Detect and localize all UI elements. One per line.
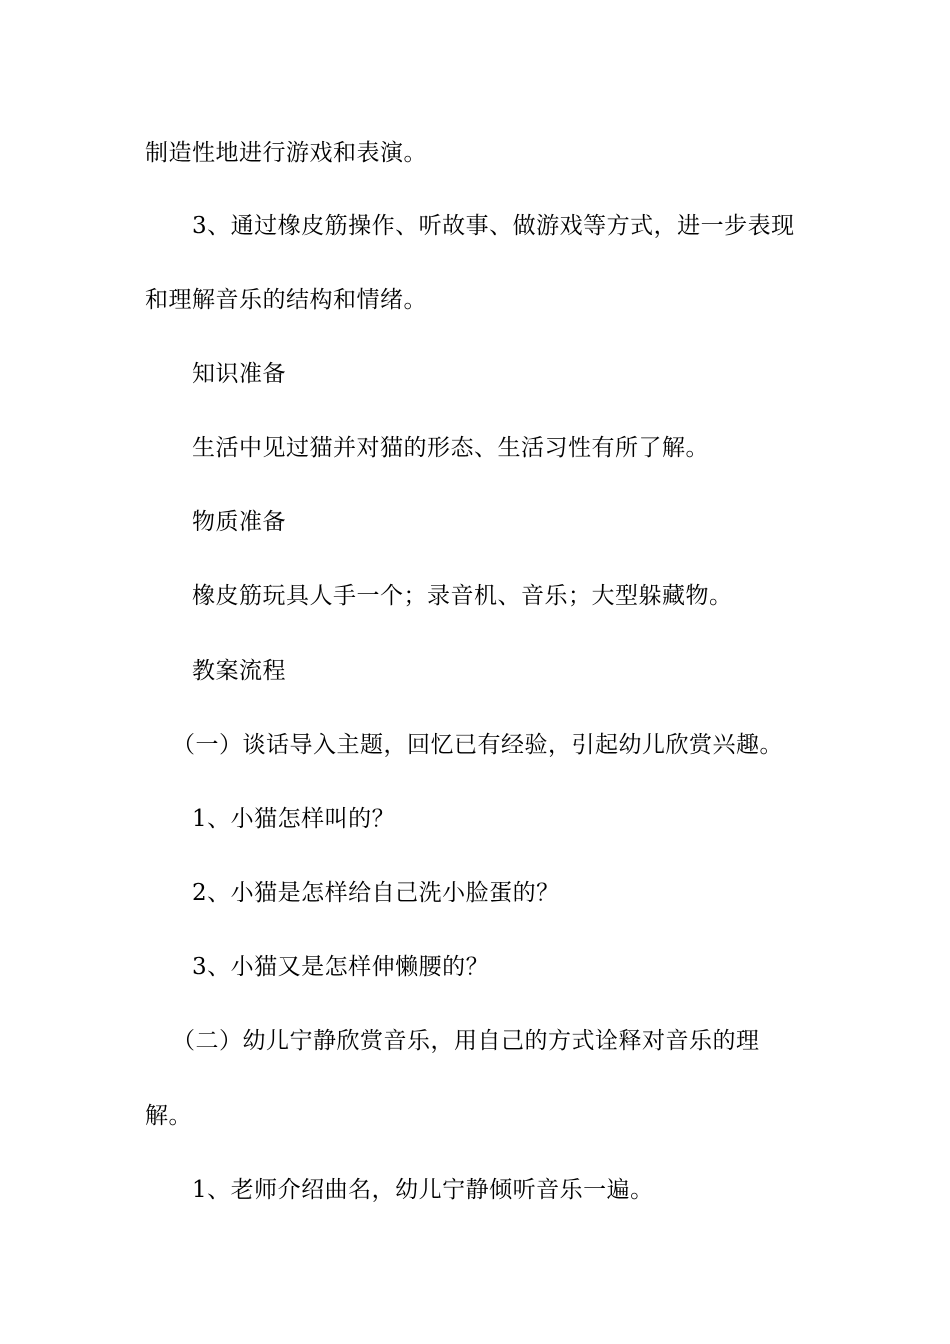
text-line-goal-3: 3、通过橡皮筋操作、听故事、做游戏等方式，进一步表现 xyxy=(192,213,795,239)
text-line-step-1: （一）谈话导入主题，回忆已有经验，引起幼儿欣赏兴趣。 xyxy=(172,732,783,758)
text-line-question-3: 3、小猫又是怎样伸懒腰的？ xyxy=(192,954,490,980)
heading-lesson-process: 教案流程 xyxy=(192,658,286,684)
heading-knowledge-preparation: 知识准备 xyxy=(192,361,286,387)
text-line-knowledge: 生活中见过猫并对猫的形态、生活习性有所了解。 xyxy=(192,435,709,461)
text-line-step-2: （二）幼儿宁静欣赏音乐，用自己的方式诠释对音乐的理 xyxy=(172,1028,760,1054)
heading-material-preparation: 物质准备 xyxy=(192,509,286,535)
text-line-question-1: 1、小猫怎样叫的？ xyxy=(192,806,396,832)
text-line-materials: 橡皮筋玩具人手一个；录音机、音乐；大型躲藏物。 xyxy=(192,583,733,609)
text-line-goal-3-continuation: 和理解音乐的结构和情绪。 xyxy=(145,287,427,313)
text-line-continuation: 制造性地进行游戏和表演。 xyxy=(145,140,427,166)
text-line-question-2: 2、小猫是怎样给自己洗小脸蛋的？ xyxy=(192,880,560,906)
text-line-activity-1: 1、老师介绍曲名，幼儿宁静倾听音乐一遍。 xyxy=(192,1177,654,1203)
text-line-step-2-continuation: 解。 xyxy=(145,1103,192,1129)
